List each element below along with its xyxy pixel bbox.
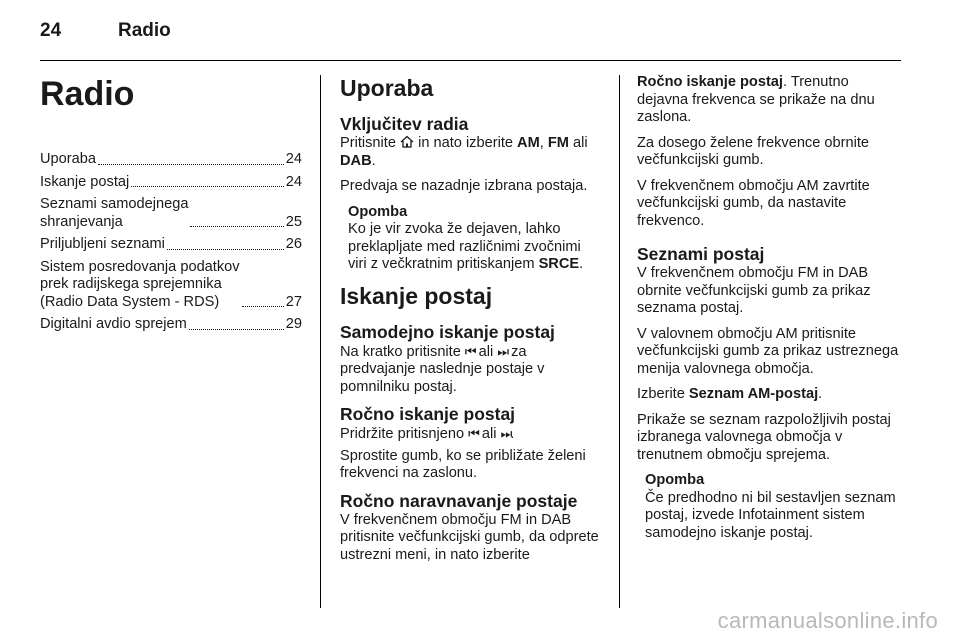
toc-entry-page: 24: [285, 173, 302, 190]
page-number: 24: [40, 20, 62, 41]
toc-entry[interactable]: [40, 151, 302, 169]
note-text: Ko je vir zvoka že dejaven, lahko preklapljate med različnimi zvočnimi viri z večkratnim pritiskanjem SRCE.: [348, 221, 584, 272]
paragraph-manual-search: Pridržite pritisnjeno ⏮ ali ⏭.: [340, 426, 515, 442]
toc-entry-label: Priljubljeni seznami: [40, 236, 165, 252]
note-box-2: [645, 472, 899, 542]
section-heading-uporaba: Uporaba: [340, 75, 434, 101]
toc-column: [40, 74, 302, 339]
subheading-seznami: Seznami postaj: [637, 244, 765, 264]
toc-leader-dots: [242, 306, 284, 307]
watermark: carmanualsonline.info: [717, 608, 938, 633]
paragraph-turn-on: Pritisnite in nato izberite AM, FM ali DAB.: [340, 135, 588, 169]
toc-entry-page: 27: [285, 293, 302, 310]
toc-entry[interactable]: [40, 236, 302, 254]
toc-entry[interactable]: [40, 196, 302, 231]
toc-entry-page: 29: [285, 316, 302, 332]
toc-entry[interactable]: [40, 316, 302, 334]
seek-forward-icon: ⏭: [500, 426, 511, 441]
note-text: Če predhodno ni bil sestavljen seznam postaj, izvede Infotainment sistem samodejno iskanje postaj.: [645, 489, 896, 541]
toc-leader-dots: [98, 164, 284, 165]
toc-entry[interactable]: [40, 174, 302, 192]
paragraph-release-button: Sprostite gumb, ko se približate želeni frekvenci na zaslonu.: [340, 447, 586, 481]
paragraph-last-station: Predvaja se nazadnje izbrana postaja.: [340, 178, 588, 194]
content-column-3: [637, 74, 899, 550]
subheading-samodejno: Samodejno iskanje postaj: [340, 321, 555, 342]
toc-entry-label: Seznami samodejnega shranjevanja: [40, 196, 189, 230]
paragraph-am-menu: V valovnem območju AM pritisnite večfunkcijski gumb za prikaz ustreznega menija valovnega območja.: [637, 325, 899, 377]
header-rule: [40, 60, 901, 61]
paragraph-auto-search: Na kratko pritisnite ⏮ ali ⏭ za predvajanje naslednje postaje v pomnilniku postaj.: [340, 343, 545, 395]
seek-forward-icon: ⏭: [497, 343, 508, 359]
paragraph-am-frequency: V frekvenčnem območju AM zavrtite večfunkcijski gumb, da nastavite frekvenco.: [637, 177, 870, 229]
chapter-title: Radio: [40, 75, 135, 113]
paragraph-manual-tuning: V frekvenčnem območju FM in DAB pritisnite večfunkcijski gumb, da odprete ustrezni meni, in nato izberite: [340, 511, 599, 563]
toc-entry-label: Digitalni avdio sprejem: [40, 316, 187, 332]
paragraph-fm-dab-list: V frekvenčnem območju FM in DAB obrnite večfunkcijski gumb za prikaz seznama postaj.: [637, 265, 871, 316]
section-heading-iskanje: Iskanje postaj: [340, 282, 493, 309]
subheading-naravnavanje: Ročno naravnavanje postaje: [340, 490, 578, 511]
toc-leader-dots: [167, 249, 284, 250]
toc-entry-label: Uporaba: [40, 151, 96, 167]
seek-back-icon: ⏮: [464, 343, 475, 359]
subheading-vkljucitev: Vključitev radia: [340, 114, 469, 134]
paragraph-current-frequency: Ročno iskanje postaj. Trenutno dejavna frekvenca se prikaže na dnu zaslona.: [637, 74, 875, 125]
toc-leader-dots: [190, 226, 283, 227]
toc-entry-label: Iskanje postaj: [40, 173, 130, 190]
table-of-contents: [40, 151, 302, 334]
note-title: Opomba: [645, 472, 705, 488]
page-header: [40, 20, 900, 44]
home-icon: [400, 135, 414, 151]
toc-entry-page: 25: [285, 213, 302, 230]
toc-leader-dots: [131, 186, 284, 187]
toc-entry[interactable]: [40, 259, 302, 312]
column-divider-1: [320, 75, 321, 608]
paragraph-select-list: Izberite Seznam AM-postaj.: [637, 386, 823, 402]
paragraph-list-shown: Prikaže se seznam razpoložljivih postaj izbranega valovnega območja v trenutnem območju sprejema.: [637, 411, 891, 463]
seek-back-icon: ⏮: [468, 426, 478, 441]
toc-entry-page: 26: [285, 236, 302, 252]
running-title: Radio: [118, 20, 171, 41]
subheading-rocno: Ročno iskanje postaj: [340, 404, 516, 424]
paragraph-desired-frequency: Za dosego želene frekvence obrnite večfunkcijski gumb.: [637, 134, 870, 168]
toc-leader-dots: [189, 329, 284, 330]
note-title: Opomba: [348, 203, 408, 220]
column-divider-2: [619, 75, 620, 608]
toc-entry-page: 24: [285, 151, 302, 167]
toc-entry-label: Sistem posredovanja podatkov prek radijskega sprejemnika (Radio Data System - RDS): [40, 258, 240, 310]
note-box-1: [348, 204, 603, 274]
content-column-2: [340, 74, 603, 572]
